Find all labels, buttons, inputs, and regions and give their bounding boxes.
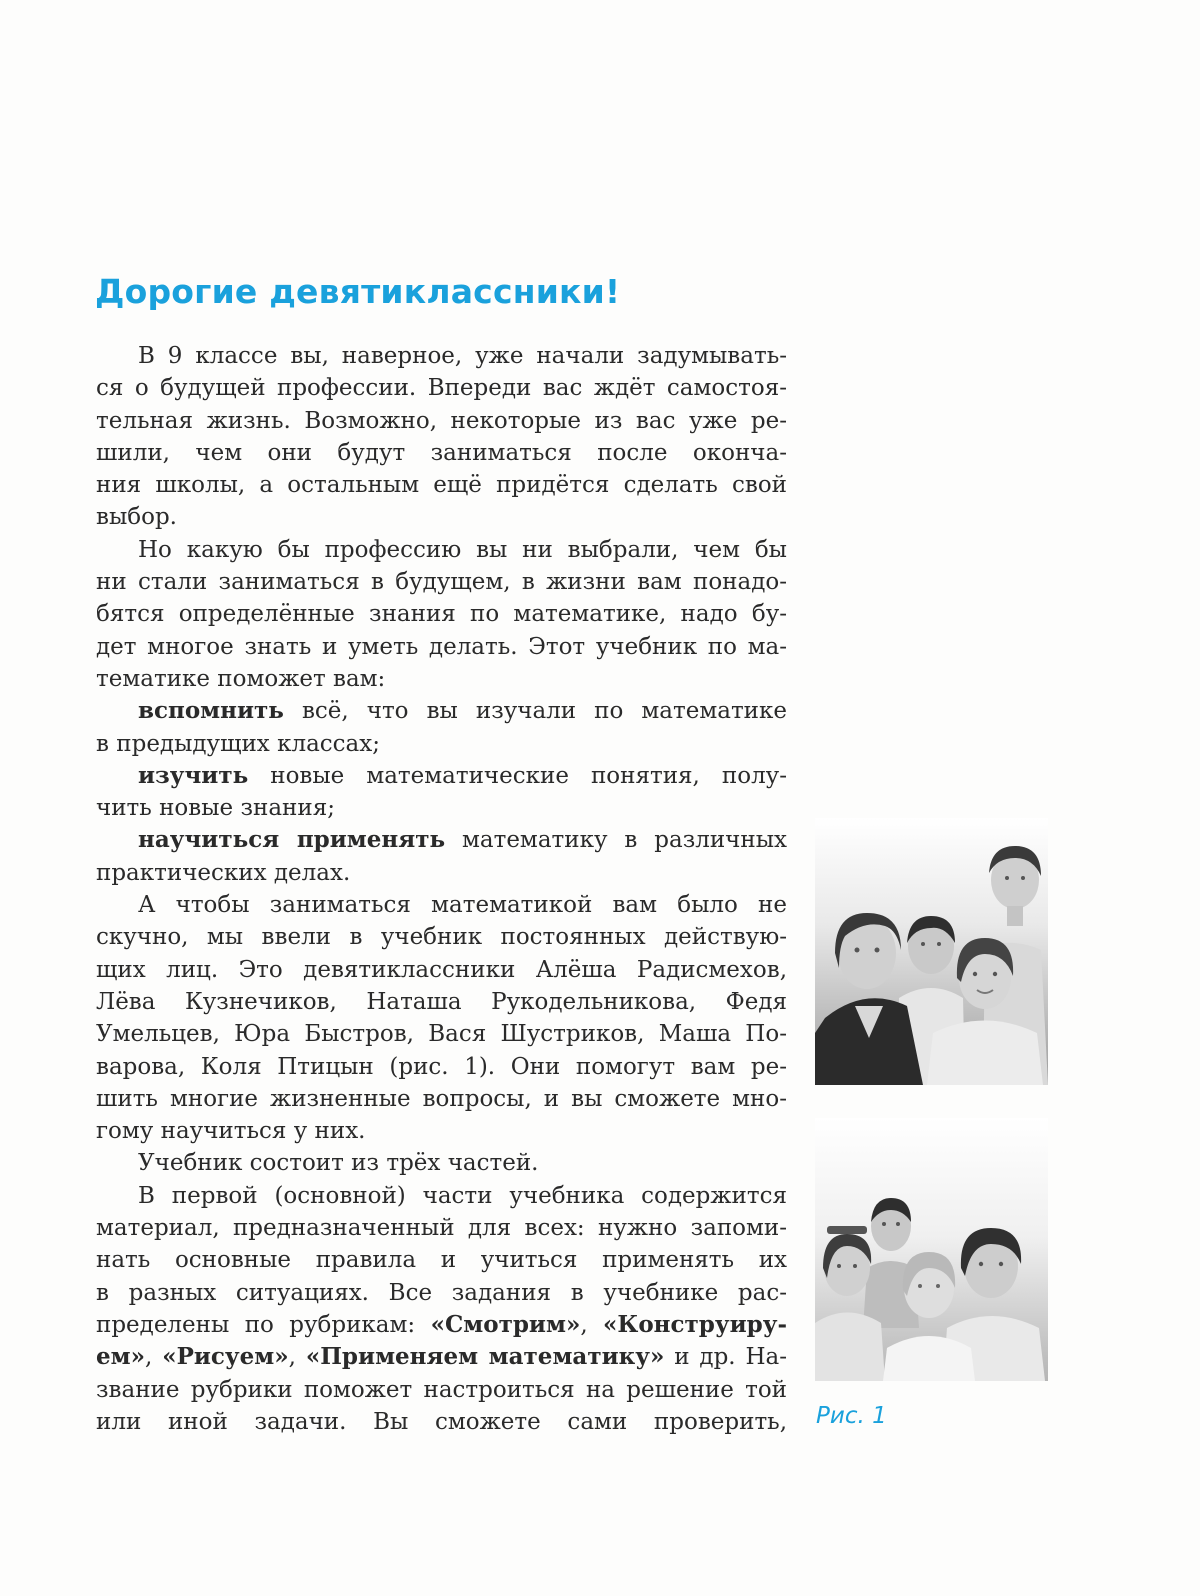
text-fragment: , [580,1311,604,1338]
text-line: практических делах. [96,859,351,886]
bold-term: научиться применять [138,826,446,854]
group-photo-top-illustration [815,818,1048,1085]
text-fragment: новые математические понятия, полу- [248,762,787,789]
text-line [96,695,787,727]
group-photo-bottom [815,1118,1048,1381]
text-fragment: , [288,1344,306,1371]
rubric-name: ем» [96,1343,145,1371]
bold-term: вспомнить [138,697,284,725]
rubric-name: «Конструиру- [603,1310,787,1338]
rubric-name: «Смотрим» [430,1310,581,1338]
text-line: материал, предназначенный для всех: нужно запоми- [96,1215,787,1242]
paragraph-3 [96,889,787,1147]
text-line: чить новые знания; [96,795,335,822]
text-line: шили, чем они будут заниматься после оконча- [96,439,787,466]
paragraph-5 [96,1180,787,1438]
text-fragment: , [145,1344,163,1371]
paragraph-4 [96,1147,787,1179]
text-line [96,1341,787,1373]
text-line: дет многое знать и уметь делать. Этот учебник по ма- [96,633,787,660]
text-line: звание рубрики поможет настроиться на решение той [96,1376,787,1403]
text-fragment: пределены по рубрикам: [96,1311,431,1338]
list-item-study [96,760,787,825]
text-line: Лёва Кузнечиков, Наташа Рукодельникова, Федя [96,988,787,1015]
group-photo-bottom-illustration [815,1118,1048,1381]
rubric-name: «Применяем математику» [305,1343,665,1371]
text-line: скучно, мы ввели в учебник постоянных действую- [96,924,787,951]
rubric-name: «Рисуем» [162,1343,289,1371]
text-line: Умельцев, Юра Быстров, Вася Шустриков, Маша По- [96,1021,787,1048]
text-line: или иной задачи. Вы сможете сами проверить, [96,1408,787,1435]
text-line: в предыдущих классах; [96,730,380,757]
text-fragment: всё, что вы изучали по математике [283,698,787,725]
text-fragment: математику в различных [445,827,787,854]
figure-caption: Рис. 1 [816,1403,887,1429]
paragraph-1 [96,340,787,534]
text-line: гому научиться у них. [96,1118,366,1145]
body-text [96,340,787,1438]
text-line: Но какую бы профессию вы ни выбрали, чем бы [138,536,787,563]
text-line: выбор. [96,504,177,531]
text-line: в разных ситуациях. Все задания в учебнике рас- [96,1279,787,1306]
text-line [96,1309,787,1341]
text-line: нать основные правила и учиться применять их [96,1247,787,1274]
bold-term: изучить [138,761,249,789]
text-line: шить многие жизненные вопросы, и вы сможете мно- [96,1085,787,1112]
text-line: тельная жизнь. Возможно, некоторые из вас уже ре- [96,407,787,434]
text-line: В первой (основной) части учебника содержится [138,1182,787,1209]
list-item-remember [96,695,787,760]
text-line: ся о будущей профессии. Впереди вас ждёт самостоя- [96,375,787,402]
text-line [96,824,787,856]
page-title: Дорогие девятиклассники! [95,272,621,311]
text-line: тематике поможет вам: [96,665,386,692]
group-photo-top [815,818,1048,1085]
text-line: Учебник состоит из трёх частей. [138,1150,539,1177]
text-line: варова, Коля Птицын (рис. 1). Они помогут вам ре- [96,1053,787,1080]
text-line [96,760,787,792]
text-line: щих лиц. Это девятиклассники Алёша Радисмехов, [96,956,787,983]
list-item-apply [96,824,787,889]
paragraph-2 [96,534,787,695]
text-line: бятся определённые знания по математике, надо бу- [96,601,787,628]
text-line: ни стали заниматься в будущем, в жизни вам понадо- [96,569,787,596]
text-line: В 9 классе вы, наверное, уже начали задумывать- [138,343,787,369]
text-fragment: и др. На- [664,1344,788,1371]
text-line: А чтобы заниматься математикой вам было не [138,892,787,919]
text-line: ния школы, а остальным ещё придётся сделать свой [96,472,787,499]
